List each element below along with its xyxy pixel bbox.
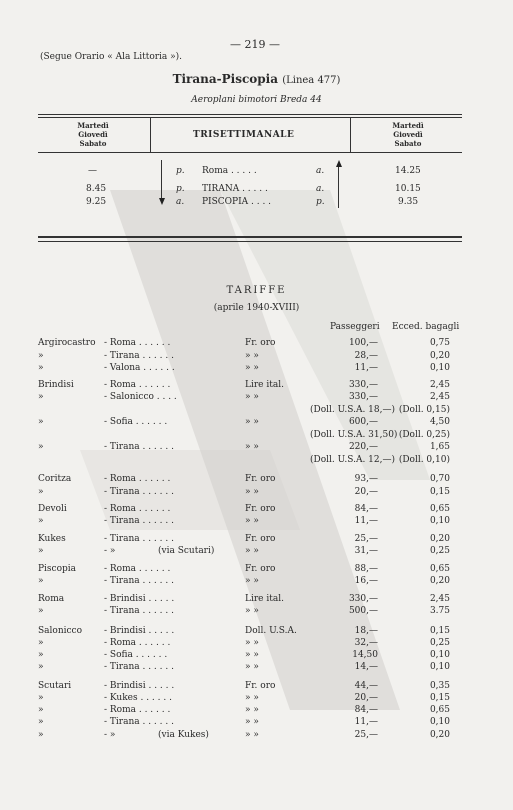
origin-cell: » bbox=[38, 546, 44, 556]
destination-cell: - » bbox=[104, 730, 116, 740]
table-row bbox=[0, 405, 513, 417]
passenger-fare-cell: 84,— bbox=[354, 504, 378, 514]
page-number: — 219 — bbox=[230, 38, 280, 51]
destination-cell: - Tirana . . . . . . bbox=[104, 516, 174, 526]
destination-cell: - Roma . . . . . . bbox=[104, 638, 171, 648]
aircraft-note: Aeroplani bimotori Breda 44 bbox=[191, 95, 322, 105]
baggage-fare-cell: 0,20 bbox=[429, 730, 450, 740]
baggage-fare-cell: 0,10 bbox=[429, 662, 450, 672]
baggage-fare-cell: 0,65 bbox=[429, 705, 450, 715]
origin-cell: » bbox=[38, 705, 44, 715]
stop-marker: a. bbox=[316, 166, 325, 176]
table-row bbox=[0, 474, 513, 486]
destination-cell: - Roma . . . . . . bbox=[104, 380, 171, 390]
baggage-fare-cell: 2,45 bbox=[429, 380, 450, 390]
origin-cell: » bbox=[38, 392, 44, 402]
frequency-label: TRISETTIMANALE bbox=[193, 130, 295, 140]
destination-cell: - Salonicco . . . . bbox=[104, 392, 177, 402]
baggage-fare-cell: 1,65 bbox=[429, 442, 450, 452]
passenger-fare-cell: 84,— bbox=[354, 705, 378, 715]
passenger-fare-cell: (Doll. U.S.A. 18,—) bbox=[310, 405, 395, 415]
origin-cell: » bbox=[38, 650, 44, 660]
departure-time: — bbox=[88, 166, 97, 176]
passenger-fare-cell: 31,— bbox=[354, 546, 378, 556]
passenger-fare-cell: 25,— bbox=[354, 730, 378, 740]
currency-cell: » » bbox=[245, 351, 259, 361]
divider bbox=[38, 152, 462, 153]
baggage-fare-cell: (Doll. 0,10) bbox=[398, 455, 450, 465]
days-right: Martedì Giovedì Sabato bbox=[392, 121, 424, 148]
origin-cell: » bbox=[38, 606, 44, 616]
destination-cell: - Brindisi . . . . . bbox=[104, 626, 175, 636]
origin-cell: Piscopia bbox=[38, 564, 77, 574]
passenger-fare-cell: 330,— bbox=[348, 392, 378, 402]
divider bbox=[350, 117, 351, 152]
baggage-fare-cell: 0,25 bbox=[429, 638, 450, 648]
arrival-time: 9.35 bbox=[398, 197, 419, 207]
passenger-fare-cell: 14,— bbox=[354, 662, 378, 672]
passenger-fare-cell: 14,50 bbox=[352, 650, 378, 660]
table-row bbox=[0, 380, 513, 392]
passenger-fare-cell: 11,— bbox=[354, 516, 378, 526]
passenger-fare-cell: 88,— bbox=[354, 564, 378, 574]
baggage-fare-cell: 0,15 bbox=[429, 487, 450, 497]
divider bbox=[150, 117, 151, 152]
currency-cell: » » bbox=[245, 705, 259, 715]
stop-name: Roma . . . . . bbox=[202, 166, 257, 176]
direction-line bbox=[338, 166, 339, 208]
table-row bbox=[0, 606, 513, 618]
stop-name: TIRANA . . . . . bbox=[202, 184, 268, 194]
origin-cell: Coritza bbox=[38, 474, 72, 484]
currency-cell: Fr. oro bbox=[245, 338, 276, 348]
origin-cell: Roma bbox=[38, 594, 65, 604]
table-row bbox=[0, 693, 513, 705]
baggage-fare-cell: 0,10 bbox=[429, 717, 450, 727]
baggage-fare-cell: 0,20 bbox=[429, 534, 450, 544]
currency-cell: Fr. oro bbox=[245, 681, 276, 691]
currency-cell: » » bbox=[245, 363, 259, 373]
destination-cell: - Roma . . . . . . bbox=[104, 338, 171, 348]
table-row bbox=[0, 650, 513, 662]
origin-cell: » bbox=[38, 363, 44, 373]
currency-cell: » » bbox=[245, 638, 259, 648]
passenger-fare-cell: 44,— bbox=[354, 681, 378, 691]
departure-time: 8.45 bbox=[86, 184, 107, 194]
table-row bbox=[0, 442, 513, 454]
table-row bbox=[0, 392, 513, 404]
table-row bbox=[0, 576, 513, 588]
table-row bbox=[0, 626, 513, 638]
passenger-fare-cell: 600,— bbox=[348, 417, 378, 427]
passenger-fare-cell: 25,— bbox=[354, 534, 378, 544]
route-line: (Linea 477) bbox=[282, 75, 341, 86]
passenger-fare-cell: 18,— bbox=[354, 626, 378, 636]
departure-time: 9.25 bbox=[86, 197, 107, 207]
column-header-baggage: Ecced. bagagli bbox=[392, 322, 460, 332]
baggage-fare-cell: 0,15 bbox=[429, 693, 450, 703]
currency-cell: Lire ital. bbox=[245, 594, 284, 604]
via-cell: (via Kukes) bbox=[158, 730, 209, 740]
currency-cell: » » bbox=[245, 392, 259, 402]
baggage-fare-cell: 0,20 bbox=[429, 351, 450, 361]
currency-cell: » » bbox=[245, 516, 259, 526]
via-cell: (via Scutari) bbox=[158, 546, 215, 556]
passenger-fare-cell: (Doll. U.S.A. 31,50) bbox=[310, 430, 398, 440]
destination-cell: - Tirana . . . . . . bbox=[104, 442, 174, 452]
passenger-fare-cell: 32,— bbox=[354, 638, 378, 648]
destination-cell: - Tirana . . . . . . bbox=[104, 662, 174, 672]
baggage-fare-cell: 0,10 bbox=[429, 650, 450, 660]
table-row bbox=[0, 516, 513, 528]
table-row bbox=[0, 351, 513, 363]
stop-name: PISCOPIA . . . . bbox=[202, 197, 272, 207]
arrival-time: 10.15 bbox=[395, 184, 421, 194]
baggage-fare-cell: 0,25 bbox=[429, 546, 450, 556]
origin-cell: » bbox=[38, 417, 44, 427]
destination-cell: - Tirana . . . . . . bbox=[104, 351, 174, 361]
stop-marker: p. bbox=[176, 184, 185, 194]
currency-cell: » » bbox=[245, 487, 259, 497]
currency-cell: Lire ital. bbox=[245, 380, 284, 390]
baggage-fare-cell: 0,65 bbox=[429, 504, 450, 514]
arrival-time: 14.25 bbox=[395, 166, 421, 176]
passenger-fare-cell: 28,— bbox=[354, 351, 378, 361]
currency-cell: » » bbox=[245, 576, 259, 586]
passenger-fare-cell: 20,— bbox=[354, 487, 378, 497]
table-row bbox=[0, 730, 513, 742]
destination-cell: - Roma . . . . . . bbox=[104, 564, 171, 574]
origin-cell: » bbox=[38, 717, 44, 727]
origin-cell: » bbox=[38, 351, 44, 361]
table-row bbox=[0, 455, 513, 467]
destination-cell: - Roma . . . . . . bbox=[104, 474, 171, 484]
origin-cell: Scutari bbox=[38, 681, 72, 691]
baggage-fare-cell: 2,45 bbox=[429, 594, 450, 604]
stop-marker: a. bbox=[316, 184, 325, 194]
currency-cell: Fr. oro bbox=[245, 474, 276, 484]
table-row bbox=[0, 534, 513, 546]
destination-cell: - Tirana . . . . . . bbox=[104, 717, 174, 727]
origin-cell: Devoli bbox=[38, 504, 67, 514]
tariffs-heading: TARIFFE bbox=[226, 285, 287, 296]
destination-cell: - Valona . . . . . . bbox=[104, 363, 175, 373]
origin-cell: » bbox=[38, 730, 44, 740]
stop-marker: p. bbox=[316, 197, 325, 207]
currency-cell: » » bbox=[245, 730, 259, 740]
passenger-fare-cell: 330,— bbox=[348, 594, 378, 604]
baggage-fare-cell: 2,45 bbox=[429, 392, 450, 402]
continuation-note: (Segue Orario « Ala Littoria »). bbox=[40, 52, 183, 62]
route-name: Tirana-Piscopia bbox=[172, 72, 279, 86]
currency-cell: Doll. U.S.A. bbox=[245, 626, 297, 636]
destination-cell: - Tirana . . . . . . bbox=[104, 487, 174, 497]
passenger-fare-cell: 500,— bbox=[348, 606, 378, 616]
origin-cell: Kukes bbox=[38, 534, 66, 544]
table-row bbox=[0, 594, 513, 606]
stop-marker: a. bbox=[176, 197, 185, 207]
days-left: Martedì Giovedì Sabato bbox=[77, 121, 109, 148]
passenger-fare-cell: 220,— bbox=[348, 442, 378, 452]
divider bbox=[38, 117, 462, 118]
baggage-fare-cell: 0,75 bbox=[429, 338, 450, 348]
table-row bbox=[0, 662, 513, 674]
table-row bbox=[0, 430, 513, 442]
table-row bbox=[0, 546, 513, 558]
baggage-fare-cell: (Doll. 0,25) bbox=[398, 430, 450, 440]
destination-cell: - Tirana . . . . . . bbox=[104, 576, 174, 586]
baggage-fare-cell: (Doll. 0,15) bbox=[398, 405, 450, 415]
currency-cell: Fr. oro bbox=[245, 534, 276, 544]
origin-cell: Argirocastro bbox=[38, 338, 96, 348]
divider bbox=[38, 236, 462, 238]
divider bbox=[38, 114, 462, 115]
table-row bbox=[0, 417, 513, 429]
origin-cell: » bbox=[38, 516, 44, 526]
origin-cell: » bbox=[38, 662, 44, 672]
table-row bbox=[0, 638, 513, 650]
baggage-fare-cell: 0,65 bbox=[429, 564, 450, 574]
currency-cell: » » bbox=[245, 417, 259, 427]
destination-cell: - Brindisi . . . . . bbox=[104, 594, 175, 604]
currency-cell: Fr. oro bbox=[245, 504, 276, 514]
baggage-fare-cell: 0,70 bbox=[429, 474, 450, 484]
origin-cell: » bbox=[38, 442, 44, 452]
currency-cell: » » bbox=[245, 442, 259, 452]
currency-cell: » » bbox=[245, 606, 259, 616]
stop-marker: p. bbox=[176, 166, 185, 176]
column-header-passengers: Passeggeri bbox=[330, 322, 380, 332]
baggage-fare-cell: 0,15 bbox=[429, 626, 450, 636]
baggage-fare-cell: 0,20 bbox=[429, 576, 450, 586]
table-row bbox=[0, 363, 513, 375]
destination-cell: - Roma . . . . . . bbox=[104, 705, 171, 715]
destination-cell: - Brindisi . . . . . bbox=[104, 681, 175, 691]
direction-line bbox=[161, 160, 162, 200]
passenger-fare-cell: 11,— bbox=[354, 717, 378, 727]
destination-cell: - Roma . . . . . . bbox=[104, 504, 171, 514]
currency-cell: » » bbox=[245, 662, 259, 672]
destination-cell: - » bbox=[104, 546, 116, 556]
passenger-fare-cell: 20,— bbox=[354, 693, 378, 703]
currency-cell: » » bbox=[245, 693, 259, 703]
table-row bbox=[0, 681, 513, 693]
baggage-fare-cell: 0,35 bbox=[429, 681, 450, 691]
baggage-fare-cell: 3.75 bbox=[429, 606, 450, 616]
currency-cell: » » bbox=[245, 650, 259, 660]
destination-cell: - Kukes . . . . . . bbox=[104, 693, 172, 703]
destination-cell: - Tirana . . . . . . bbox=[104, 534, 174, 544]
passenger-fare-cell: 16,— bbox=[354, 576, 378, 586]
currency-cell: Fr. oro bbox=[245, 564, 276, 574]
table-row bbox=[0, 717, 513, 729]
destination-cell: - Tirana . . . . . . bbox=[104, 606, 174, 616]
destination-cell: - Sofia . . . . . . bbox=[104, 650, 168, 660]
table-row bbox=[0, 487, 513, 499]
table-row bbox=[0, 705, 513, 717]
arrow-down-icon bbox=[159, 198, 165, 205]
passenger-fare-cell: 330,— bbox=[348, 380, 378, 390]
tariffs-period: (aprile 1940-XVIII) bbox=[213, 303, 300, 313]
table-row bbox=[0, 504, 513, 516]
table-row bbox=[0, 338, 513, 350]
origin-cell: » bbox=[38, 638, 44, 648]
baggage-fare-cell: 0,10 bbox=[429, 363, 450, 373]
passenger-fare-cell: 93,— bbox=[354, 474, 378, 484]
baggage-fare-cell: 4,50 bbox=[429, 417, 450, 427]
passenger-fare-cell: (Doll. U.S.A. 12,—) bbox=[310, 455, 395, 465]
currency-cell: » » bbox=[245, 546, 259, 556]
arrow-up-icon bbox=[336, 160, 342, 167]
passenger-fare-cell: 100,— bbox=[348, 338, 378, 348]
passenger-fare-cell: 11,— bbox=[354, 363, 378, 373]
destination-cell: - Sofia . . . . . . bbox=[104, 417, 168, 427]
origin-cell: Brindisi bbox=[38, 380, 74, 390]
route-title bbox=[0, 72, 513, 86]
table-row bbox=[0, 564, 513, 576]
currency-cell: » » bbox=[245, 717, 259, 727]
origin-cell: » bbox=[38, 693, 44, 703]
origin-cell: » bbox=[38, 576, 44, 586]
divider bbox=[38, 241, 462, 242]
baggage-fare-cell: 0,10 bbox=[429, 516, 450, 526]
origin-cell: » bbox=[38, 487, 44, 497]
origin-cell: Salonicco bbox=[38, 626, 83, 636]
